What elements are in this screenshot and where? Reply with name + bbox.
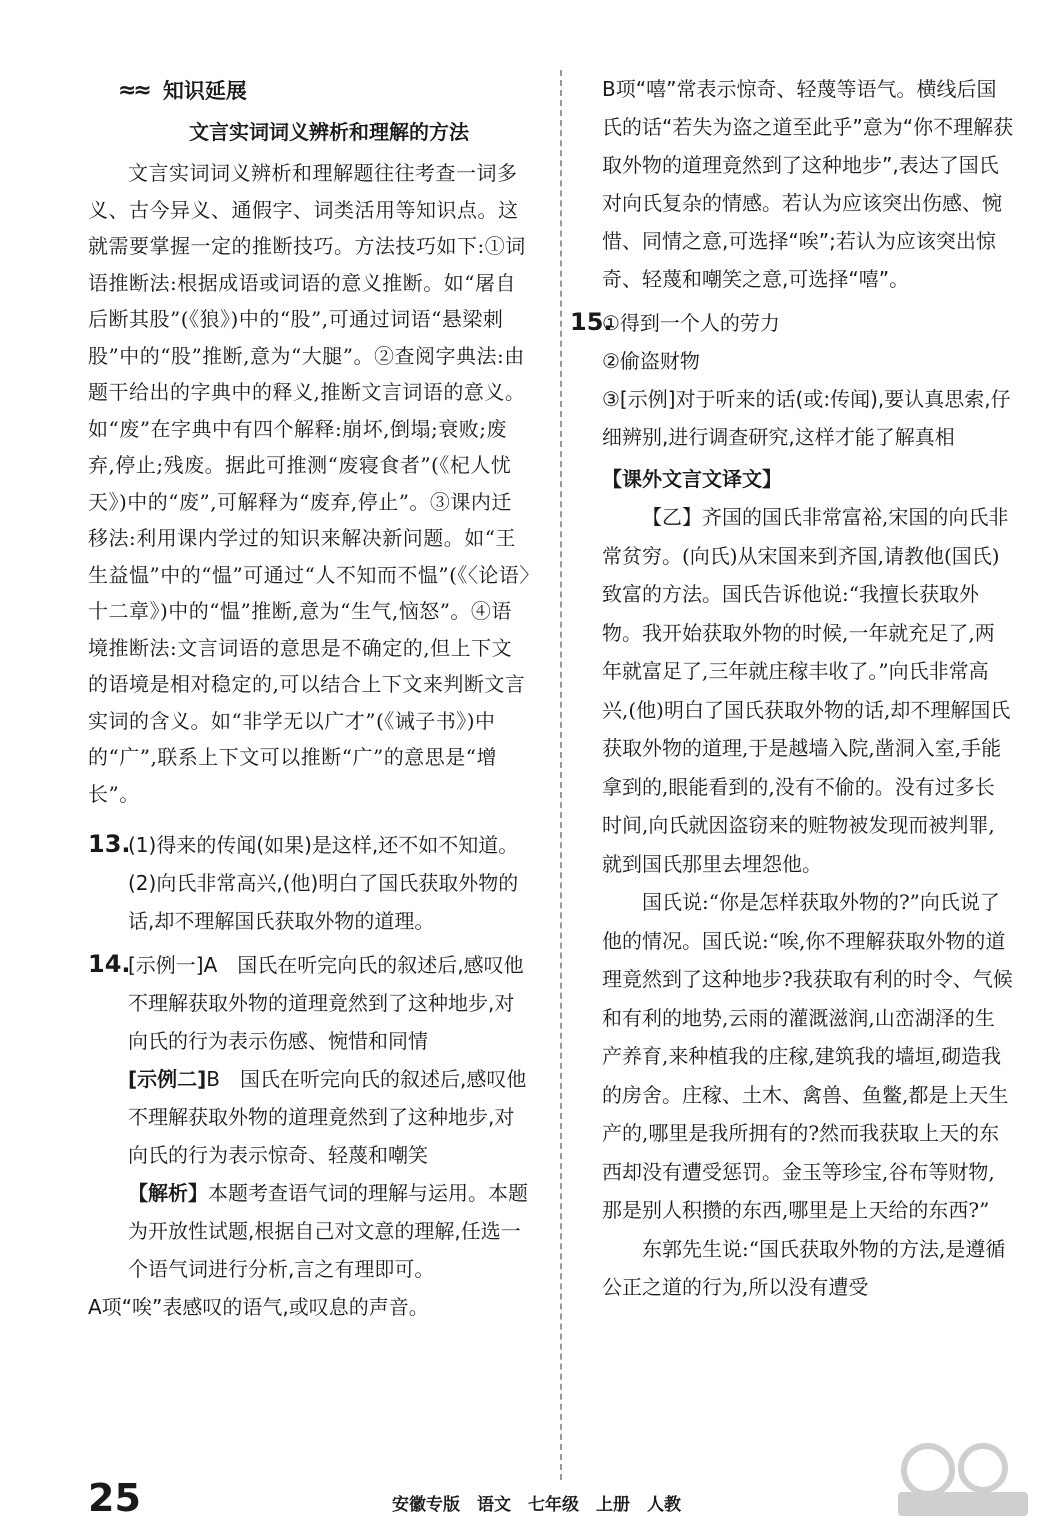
answer-14-option-a: A项“唉”表感叹的语气,或叹息的声音。 xyxy=(88,1295,429,1319)
watermark-logo xyxy=(888,1440,1038,1520)
answer-14-example-2: [示例二]B 国氏在听完向氏的叙述后,感叹他不理解获取外物的道理竟然到了这种地步,对向氏的行为表示惊奇、轻蔑和嘲笑 xyxy=(128,1067,527,1167)
heading-text: 知识延展 xyxy=(162,79,247,103)
answer-14-continued: B项“嘻”常表示惊奇、轻蔑等语气。横线后国氏的话“若失为盗之道至此乎”意为“你不理解获取外物的道理竟然到了这种地步”,表达了国氏对向氏复杂的情感。若认为应该突出伤感、惋惜、同情之意,可选择“唉”;若认为应该突出惊奇、轻蔑和嘲笑之意,可选择“嘻”。 xyxy=(602,77,1014,291)
answer-15-3: ③[示例]对于听来的话(或:传闻),要认真思索,仔细辨别,进行调查研究,这样才能了解真相 xyxy=(602,387,1011,449)
question-number: 14. xyxy=(88,950,131,978)
answer-14-analysis: 【解析】本题考查语气词的理解与运用。本题为开放性试题,根据自己对文意的理解,任选一个语气词进行分析,言之有理即可。 xyxy=(128,1181,528,1281)
method-subheading: 文言实词词义辨析和理解的方法 xyxy=(189,120,469,144)
question-number: 15. xyxy=(570,308,613,336)
method-text: 文言实词词义辨析和理解题往往考查一词多义、古今异义、通假字、词类活用等知识点。这就需要掌握一定的推断技巧。方法技巧如下:①词语推断法:根据成语或词语的意义推断。如“屠自后断其股”(《狼》)中的“股”,可通过词语“悬梁刺股”中的“股”推断,意为“大腿”。②查阅字典法:由题干给出的字典中的释义,推断文言词语的意义。如“废”在字典中有四个解释:崩坏,倒塌;衰败;废弃,停止;残废。据此可推测“废寝食者”(《杞人忧天》)中的“废”,可解释为“废弃,停止”。③课内迁移法:利用课内学过的知识来解决新问题。如“王生益愠”中的“愠”可通过“人不知而不愠”(《〈论语〉十二章》)中的“愠”推断,意为“生气,恼怒”。④语境推断法:文言词语的意思是不确定的,但上下文的语境是相对稳定的,可以结合上下文来判断文言实词的含义。如“非学无以广才”(《诫子书》)中的“广”,联系上下文可以推断“广”的意思是“增长”。 xyxy=(88,161,530,806)
page-number: 25 xyxy=(88,1476,141,1520)
example-tag: ③[示例] xyxy=(602,387,676,411)
para-tag: 【乙】 xyxy=(642,505,702,529)
answer-13-1: (1)得来的传闻(如果)是这样,还不如不知道。 xyxy=(128,833,519,857)
question-14 xyxy=(88,946,530,1326)
left-column xyxy=(88,70,530,1326)
knowledge-extension-heading xyxy=(118,70,530,110)
translation-paragraph-1: 【乙】齐国的国氏非常富裕,宋国的向氏非常贫穷。(向氏)从宋国来到齐国,请教他(国氏)致富的方法。国氏告诉他说:“我擅长获取外物。我开始获取外物的时候,一年就充足了,两年就富足了,三年就庄稼丰收了。”向氏非常高兴,(他)明白了国氏获取外物的话,却不理解国氏获取外物的道理,于是越墙入院,凿洞入室,手能拿到的,眼能看到的,没有不偷的。没有过多长时间,向氏就因盗窃来的赃物被发现而被判罪,就到国氏那里去埋怨他。 xyxy=(602,505,1011,876)
right-column xyxy=(570,70,1014,1307)
answer-13-2: (2)向氏非常高兴,(他)明白了国氏获取外物的话,却不理解国氏获取外物的道理。 xyxy=(128,871,519,933)
example-tag: [示例二] xyxy=(128,1067,207,1091)
answer-14-example-1: [示例一]A 国氏在听完向氏的叙述后,感叹他不理解获取外物的道理竟然到了这种地步,对向氏的行为表示伤感、惋惜和同情 xyxy=(128,953,524,1053)
question-number: 13. xyxy=(88,830,131,858)
example-tag: [示例一] xyxy=(128,953,204,977)
translation-section-title: 【课外文言文译文】 xyxy=(602,467,782,491)
analysis-tag: 【解析】 xyxy=(128,1181,208,1205)
answer-15-2: ②偷盗财物 xyxy=(602,349,700,373)
question-15 xyxy=(570,304,1014,456)
translation-paragraph-3: 东郭先生说:“国氏获取外物的方法,是遵循公正之道的行为,所以没有遭受 xyxy=(602,1236,1006,1299)
answer-15-1: ①得到一个人的劳力 xyxy=(602,311,780,335)
column-divider xyxy=(560,70,562,1480)
wave-icon: ≈≈ xyxy=(118,77,149,103)
translation-paragraph-2: 国氏说:“你是怎样获取外物的?”向氏说了他的情况。国氏说:“唉,你不理解获取外物的道理竟然到了这种地步?我获取有利的时令、气候和有利的地势,云雨的灌溉滋润,山峦湖泽的生产养育,来种植我的庄稼,建筑我的墙垣,砌造我的房舍。庄稼、土木、禽兽、鱼鳖,都是上天生产的,哪里是我所拥有的?然而我获取上天的东西却没有遭受惩罚。金玉等珍宝,谷布等财物,那是别人积攒的东西,哪里是上天给的东西?” xyxy=(602,890,1013,1222)
question-13 xyxy=(88,826,530,940)
book-info: 安徽专版 语文 七年级 上册 人教 xyxy=(392,1495,681,1515)
